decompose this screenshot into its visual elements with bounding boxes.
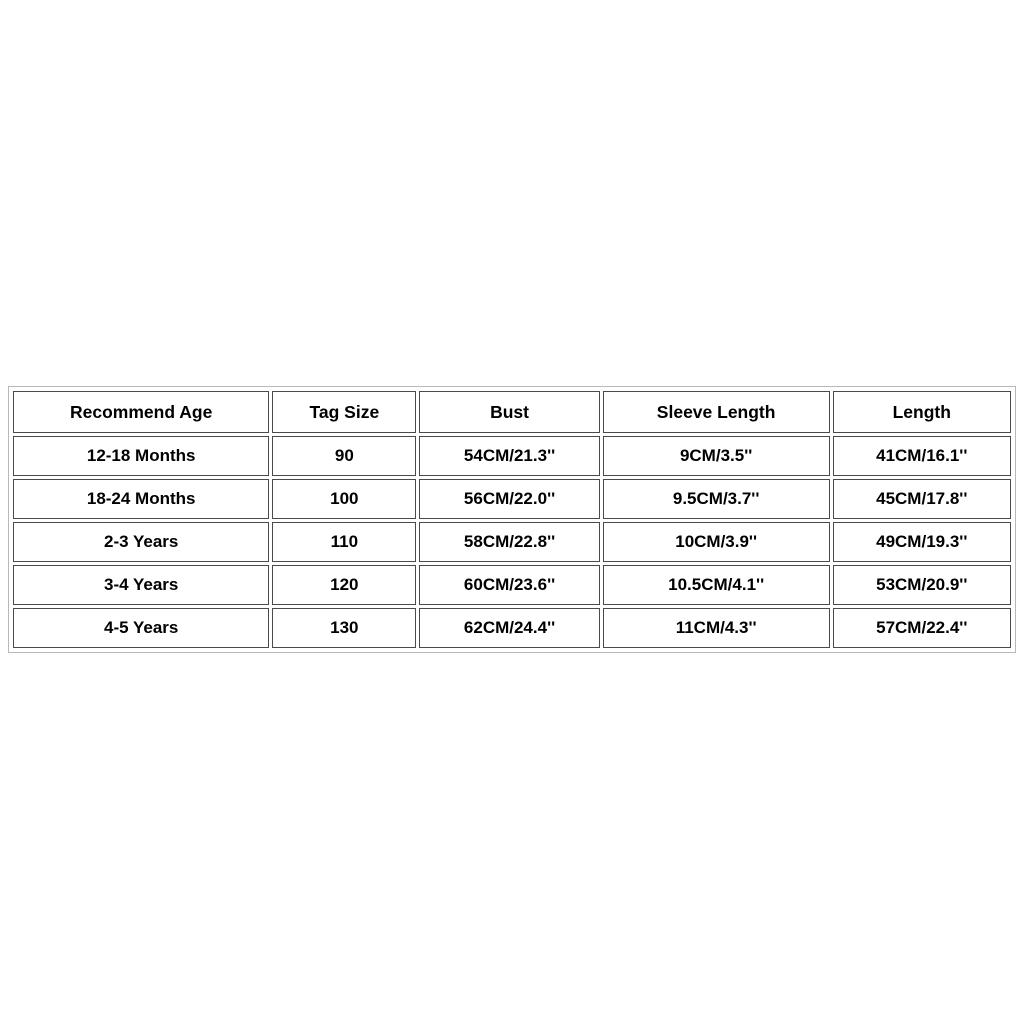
table-row <box>13 565 1011 605</box>
cell-sleeve-length: 9.5CM/3.7'' <box>603 479 830 519</box>
column-header-bust: Bust <box>419 391 599 433</box>
cell-tag-size: 110 <box>272 522 416 562</box>
cell-length: 57CM/22.4'' <box>833 608 1011 648</box>
table-row <box>13 608 1011 648</box>
cell-tag-size: 90 <box>272 436 416 476</box>
cell-sleeve-length: 10.5CM/4.1'' <box>603 565 830 605</box>
cell-sleeve-length: 10CM/3.9'' <box>603 522 830 562</box>
table-row <box>13 436 1011 476</box>
cell-recommend-age: 3-4 Years <box>13 565 269 605</box>
cell-length: 53CM/20.9'' <box>833 565 1011 605</box>
table-header <box>13 391 1011 433</box>
cell-tag-size: 130 <box>272 608 416 648</box>
cell-length: 49CM/19.3'' <box>833 522 1011 562</box>
column-header-recommend-age: Recommend Age <box>13 391 269 433</box>
cell-bust: 56CM/22.0'' <box>419 479 599 519</box>
cell-bust: 54CM/21.3'' <box>419 436 599 476</box>
table-row <box>13 522 1011 562</box>
cell-bust: 58CM/22.8'' <box>419 522 599 562</box>
cell-recommend-age: 2-3 Years <box>13 522 269 562</box>
column-header-length: Length <box>833 391 1011 433</box>
cell-bust: 62CM/24.4'' <box>419 608 599 648</box>
cell-length: 45CM/17.8'' <box>833 479 1011 519</box>
size-chart-container <box>8 386 1016 653</box>
cell-recommend-age: 18-24 Months <box>13 479 269 519</box>
column-header-sleeve-length: Sleeve Length <box>603 391 830 433</box>
cell-recommend-age: 12-18 Months <box>13 436 269 476</box>
cell-tag-size: 120 <box>272 565 416 605</box>
size-chart-table <box>10 388 1014 651</box>
cell-bust: 60CM/23.6'' <box>419 565 599 605</box>
cell-sleeve-length: 11CM/4.3'' <box>603 608 830 648</box>
column-header-tag-size: Tag Size <box>272 391 416 433</box>
cell-length: 41CM/16.1'' <box>833 436 1011 476</box>
table-row <box>13 479 1011 519</box>
cell-recommend-age: 4-5 Years <box>13 608 269 648</box>
cell-tag-size: 100 <box>272 479 416 519</box>
table-header-row <box>13 391 1011 433</box>
table-body <box>13 436 1011 648</box>
cell-sleeve-length: 9CM/3.5'' <box>603 436 830 476</box>
